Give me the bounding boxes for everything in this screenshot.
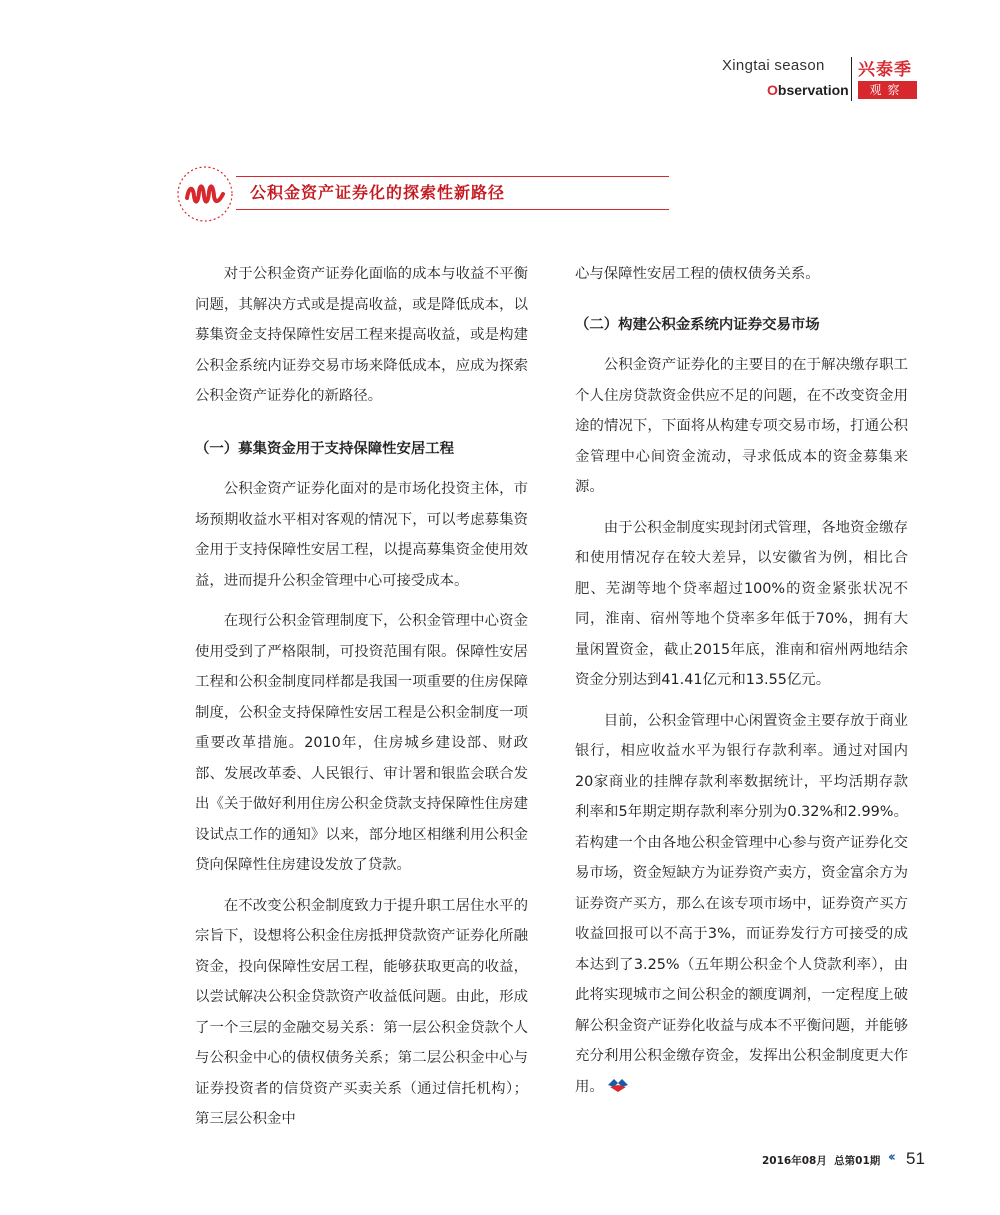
- right-paragraph-1: 公积金资产证券化的主要目的在于解决缴存职工个人住房贷款资金供应不足的问题，在不改变资金用途的情况下，下面将从构建专项交易市场，打通公积金管理中心间资金流动，寻求低成本的资金募集来源。: [575, 357, 908, 495]
- masthead-section-badge: 观察: [858, 81, 917, 99]
- left-paragraph-3: 在现行公积金管理制度下，公积金管理中心资金使用受到了严格限制，可投资范围有限。保障性安居工程和公积金制度同样都是我国一项重要的住房保障制度，公积金支持保障性安居工程是公积金制度一项重要改革措施。2010年，住房城乡建设部、财政部、发展改革委、人民银行、审计署和银监会联合发出《关于做好利用住房公积金贷款支持保障性住房建设试点工作的通知》以来，部分地区相继利用公积金贷向保障性住房建设发放了贷款。: [195, 613, 528, 873]
- right-paragraph-3: [575, 706, 908, 1103]
- right-column: [575, 259, 908, 1102]
- subheading-2: （二）构建公积金系统内证券交易市场: [575, 316, 820, 333]
- section-rule-bottom: [236, 209, 669, 210]
- right-paragraph-continuation: 心与保障性安居工程的债权债务关系。: [575, 266, 820, 282]
- section-wave-icon: [175, 164, 235, 224]
- footer-arrow-icon: ‹‹: [888, 1150, 893, 1165]
- page-number: 51: [906, 1149, 925, 1168]
- masthead-chinese-title: 兴泰季: [858, 60, 912, 80]
- footer-issue-date: 2016年08月: [762, 1155, 827, 1167]
- section-title: 公积金资产证券化的探索性新路径: [250, 183, 506, 202]
- footer-issue: [762, 1153, 880, 1168]
- right-paragraph-2: 由于公积金制度实现封闭式管理，各地资金缴存和使用情况存在较大差异，以安徽省为例，相比合肥、芜湖等地个贷率超过100%的资金紧张状况不同，淮南、宿州等地个贷率多年低于70%，拥有大量闲置资金，截止2015年底，淮南和宿州两地结余资金分别达到41.41亿元和13.55亿元。: [575, 519, 908, 688]
- left-paragraph-1: 对于公积金资产证券化面临的成本与收益不平衡问题，其解决方式或是提高收益，或是降低成本，以募集资金支持保障性安居工程来提高收益，或是构建公积金系统内证券交易市场来降低成本，应成为探索公积金资产证券化的新路径。: [195, 266, 528, 404]
- left-paragraph-2: 公积金资产证券化面对的是市场化投资主体，市场预期收益水平相对客观的情况下，可以考虑募集资金用于支持保障性安居工程，以提高募集资金使用效益，进而提升公积金管理中心可接受成本。: [195, 481, 528, 589]
- left-paragraph-4: 在不改变公积金制度致力于提升职工居住水平的宗旨下，设想将公积金住房抵押贷款资产证券化所融资金，投向保障性安居工程，能够获取更高的收益，以尝试解决公积金贷款资产收益低问题。由此，形成了一个三层的金融交易关系：第一层公积金贷款个人与公积金中心的债权债务关系；第二层公积金中心与证券投资者的信贷资产买卖关系（通过信托机构）；第三层公积金中: [195, 897, 528, 1127]
- masthead-english-title: Xingtai season: [722, 57, 825, 74]
- right-paragraph-3-text: 目前，公积金管理中心闲置资金主要存放于商业银行，相应收益水平为银行存款利率。通过对国内20家商业的挂牌存款利率数据统计，平均活期存款利率和5年期定期存款利率分别为0.32%和2.99%。若构建一个由各地公积金管理中心参与资产证券化交易市场，资金短缺方为证券资产卖方，资金富余方为证券资产买方，那么在该专项市场中，证券资产买方收益回报可以不高于3%，而证券发行方可接受的成本达到了3.25%（五年期公积金个人贷款利率），由此将实现城市之间公积金的额度调剂，一定程度上破解公积金资产证券化收益与成本不平衡问题，并能够充分利用公积金缴存资金，发挥出公积金制度更大作用。: [575, 712, 908, 1095]
- masthead-divider: [851, 57, 852, 101]
- masthead-observation: [767, 82, 849, 98]
- left-column: [195, 259, 528, 1135]
- observation-initial: O: [767, 82, 778, 98]
- subheading-1: （一）募集资金用于支持保障性安居工程: [195, 440, 455, 457]
- section-rule-top: [236, 176, 669, 177]
- footer-total-issue: 总第01期: [834, 1155, 881, 1167]
- observation-rest: bservation: [777, 82, 849, 98]
- end-mark-icon: [606, 1077, 630, 1093]
